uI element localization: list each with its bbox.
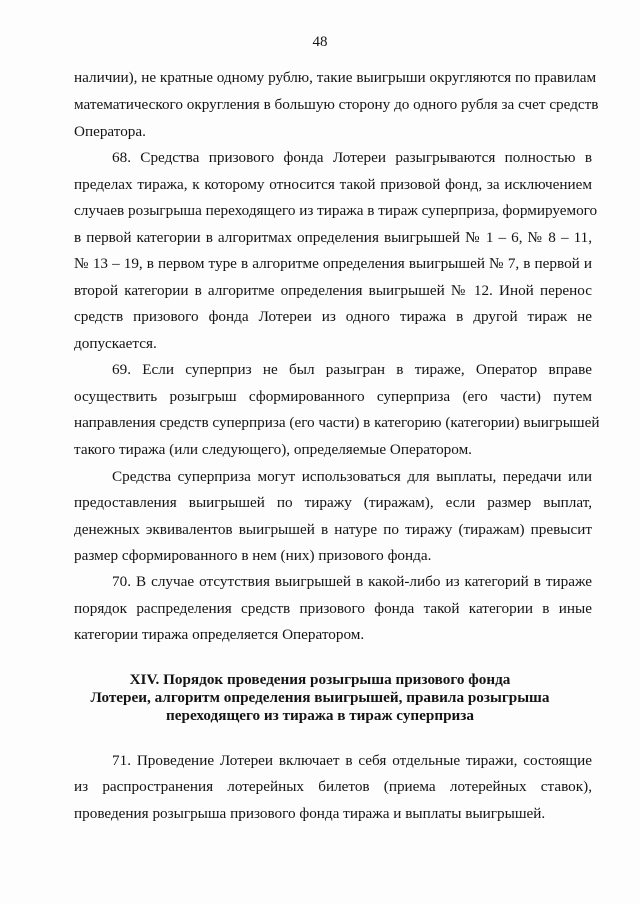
paragraph-line: денежных эквивалентов выигрышей в натуре по тиражу (тиражам) превысит [74,521,592,538]
paragraph-line: категории тиража определяется Оператором. [74,626,365,643]
paragraph-line: проведения розыгрыша призового фонда тиража и выплаты выигрышей. [74,805,546,822]
paragraph-line: такого тиража (или следующего), определяемые Оператором. [74,441,472,458]
paragraph-line: пределах тиража, к которому относится такой призовой фонд, за исключением [74,176,592,193]
paragraph-line: второй категории в алгоритме определения выигрышей № 12. Иной перенос [74,282,592,299]
paragraph-line: направления средств суперприза (его части) в категорию (категории) выигрышей [74,414,600,431]
paragraph-line: размер сформированного в нем (них) призового фонда. [74,547,432,564]
paragraph-line: наличии), не кратные одному рублю, такие выигрыши округляются по правилам [74,69,597,86]
section-heading-line: Лотереи, алгоритм определения выигрышей, правила розыгрыша [90,689,550,706]
paragraph-line: осуществить розыгрыш сформированного суперприза (его части) путем [74,388,592,405]
section-heading-line: XIV. Порядок проведения розыгрыша призового фонда [129,671,511,688]
paragraph-line: порядок распределения средств призового фонда такой категории в иные [74,600,592,617]
paragraph-line: допускается. [74,335,157,352]
paragraph-line: 68. Средства призового фонда Лотереи разыгрываются полностью в [112,149,592,166]
paragraph-line: 71. Проведение Лотереи включает в себя отдельные тиражи, состоящие [112,752,592,769]
paragraph-line: предоставления выигрышей по тиражу (тиражам), если размер выплат, [74,494,592,511]
paragraph-line: 69. Если суперприз не был разыгран в тираже, Оператор вправе [112,361,592,378]
paragraph-line: математического округления в большую сторону до одного рубля за счет средств [74,96,599,113]
paragraph-line: в первой категории в алгоритмах определения выигрышей № 1 – 6, № 8 – 11, [74,229,592,246]
paragraph-line: из распространения лотерейных билетов (приема лотерейных ставок), [74,778,592,795]
section-heading-line: переходящего из тиража в тираж суперприза [166,707,474,724]
paragraph-line: 70. В случае отсутствия выигрышей в какой-либо из категорий в тираже [112,573,592,590]
paragraph-line: Средства суперприза могут использоваться для выплаты, передачи или [112,468,592,485]
paragraph-line: Оператора. [74,123,146,140]
paragraph-line: средств призового фонда Лотереи из одного тиража в другой тираж не [74,308,592,325]
paragraph-line: случаев розыгрыша переходящего из тиража в тираж суперприза, формируемого [74,202,598,219]
page-number: 48 [312,34,328,50]
paragraph-line: № 13 – 19, в первом туре в алгоритме определения выигрышей № 7, в первой и [74,255,592,272]
